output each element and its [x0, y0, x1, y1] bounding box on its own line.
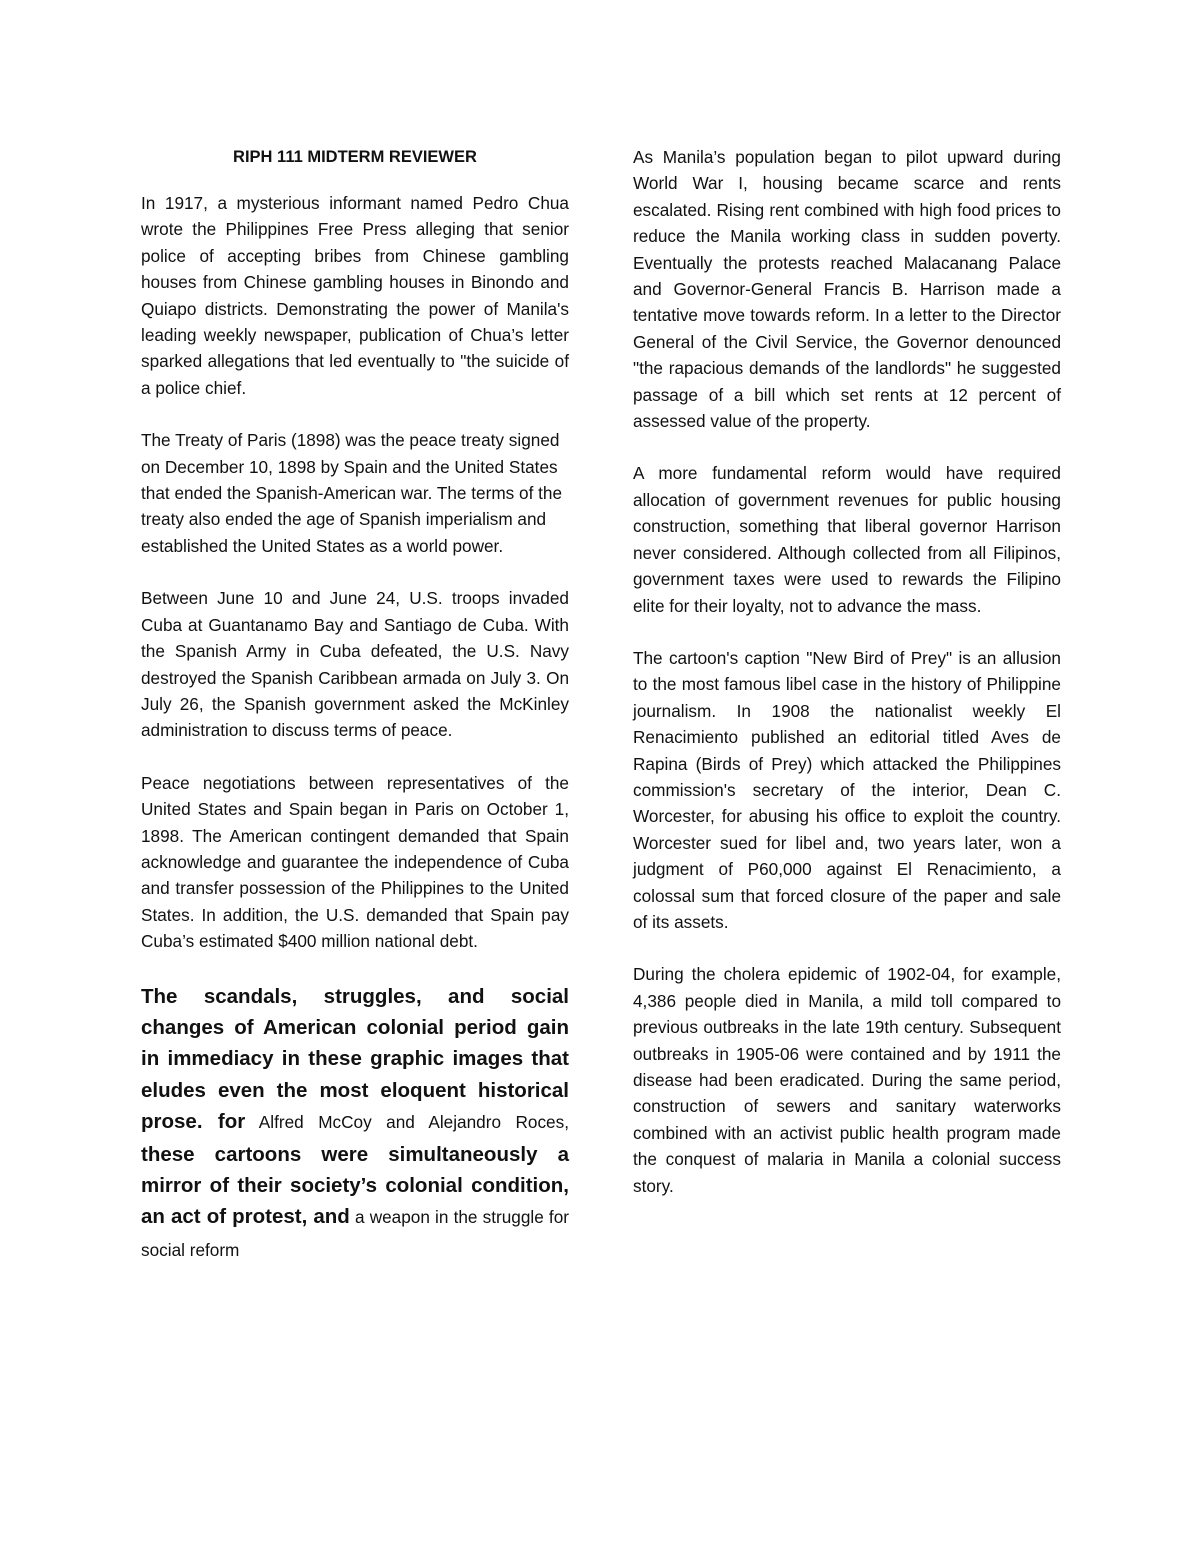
paragraph-bird-of-prey: The cartoon's caption "New Bird of Prey" is an allusion to the most famous libel case in the history of Philippine journalism. In 1908 the nationalist weekly El Renacimiento published an editorial titled Aves de Rapina (Birds of Prey) which attacked the Philippines commission's secretary of the interior, Dean C. Worcester, for abusing his office to exploit the country. Worcester sued for libel and, two years later, won a judgment of P60,000 against El Renacimiento, a colossal sum that forced closure of the paper and sale of its assets. [633, 647, 1061, 932]
document-title: RIPH 111 MIDTERM REVIEWER [233, 148, 477, 166]
cartoons-bold-text-a: The scandals, struggles, and social changes of American colonial period gain in immediacy in these graphic images that eludes even the most eloquent historical prose. for [141, 984, 569, 1134]
left-column [141, 144, 569, 1292]
cartoons-normal-text-a: Alfred McCoy and Alejandro Roces, [245, 1112, 569, 1133]
cartoons-normal-text-b: a weapon in the struggle for social reform [141, 1207, 569, 1260]
paragraph-cartoons-summary [141, 981, 569, 1267]
paragraph-fundamental-reform: A more fundamental reform would have required allocation of government revenues for public housing construction, something that liberal governor Harrison never considered. Although collected from all Filipinos, government taxes were used to rewards the Filipino elite for their loyalty, not to advance the mass. [633, 463, 1061, 616]
paragraph-cholera-epidemic: During the cholera epidemic of 1902-04, for example, 4,386 people died in Manila, a mild toll compared to previous outbreaks in the late 19th century. Subsequent outbreaks in 1905-06 were contained and by 1911 the disease had been eradicated. During the same period, construction of sewers and sanitary waterworks combined with an activist public health program made the conquest of malaria in Manila a colonial success story. [633, 964, 1061, 1196]
cartoons-bold-text-b: these cartoons were simultaneously a mirror of their society’s colonial condition, an act of protest, and [141, 1142, 569, 1229]
paragraph-cuba-invasion: Between June 10 and June 24, U.S. troops invaded Cuba at Guantanamo Bay and Santiago de Cuba. With the Spanish Army in Cuba defeated, the U.S. Navy destroyed the Spanish Caribbean armada on July 3. On July 26, the Spanish government asked the McKinley administration to discuss terms of peace. [141, 588, 569, 741]
paragraph-pedro-chua: In 1917, a mysterious informant named Pedro Chua wrote the Philippines Free Press alleging that senior police of accepting bribes from Chinese gambling houses from Chinese gambling houses in Binondo and Quiapo districts. Demonstrating the power of Manila's leading weekly newspaper, publication of Chua’s letter sparked allegations that led eventually to "the suicide of a police chief. [141, 193, 569, 398]
paragraph-peace-negotiations: Peace negotiations between representatives of the United States and Spain began in Paris on October 1, 1898. The American contingent demanded that Spain acknowledge and guarantee the independence of Cuba and transfer possession of the Philippines to the United States. In addition, the U.S. demanded that Spain pay Cuba’s estimated $400 million national debt. [141, 772, 569, 952]
right-column [633, 144, 1061, 1225]
paragraph-manila-housing: As Manila’s population began to pilot upward during World War I, housing became scarce and rents escalated. Rising rent combined with high food prices to reduce the Manila working class in sudden poverty. Eventually the protests reached Malacanang Palace and Governor-General Francis B. Harrison made a tentative move towards reform. In a letter to the Director General of the Civil Service, the Governor denounced "the rapacious demands of the landlords" he suggested passage of a bill which set rents at 12 percent of assessed value of the property. [633, 147, 1061, 432]
paragraph-treaty-of-paris: The Treaty of Paris (1898) was the peace treaty signed on December 10, 1898 by Spain and the United States that ended the Spanish-American war. The terms of the treaty also ended the age of Spanish imperialism and established the United States as a world power. [141, 430, 563, 556]
